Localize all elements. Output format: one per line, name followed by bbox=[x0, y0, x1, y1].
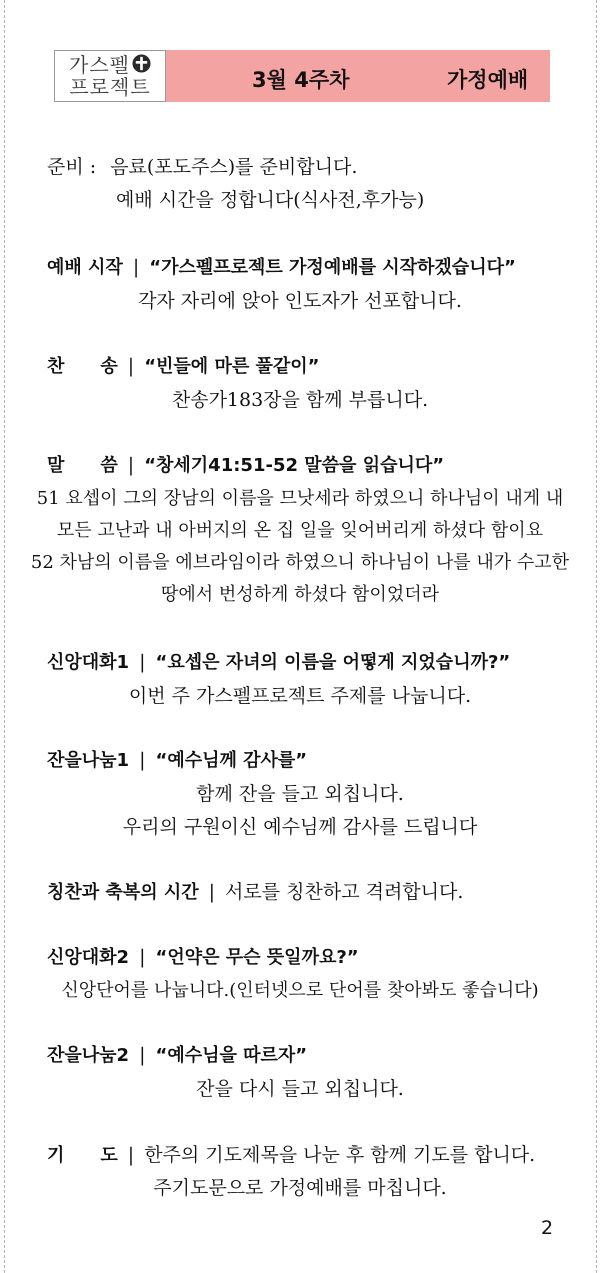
cup1-desc1: 함께 잔을 들고 외칩니다. bbox=[196, 783, 404, 805]
logo bbox=[54, 50, 166, 102]
title-banner bbox=[166, 50, 550, 102]
cup1-heading bbox=[47, 746, 307, 772]
page-number: 2 bbox=[541, 1217, 554, 1239]
cup2-heading bbox=[47, 1041, 307, 1067]
prayer-heading bbox=[47, 1140, 535, 1167]
prayer-label: 기 도 bbox=[47, 1145, 118, 1166]
worship-type: 가정예배 bbox=[447, 68, 529, 92]
word-label: 말 씀 bbox=[47, 455, 118, 476]
divider: | bbox=[139, 1044, 146, 1066]
prep-text1: 음료(포도주스)를 준비합니다. bbox=[110, 156, 358, 178]
cup1-label: 잔을나눔1 bbox=[47, 750, 130, 771]
divider: | bbox=[139, 749, 146, 771]
header bbox=[54, 50, 550, 102]
verse-line3: 52 차남의 이름을 에브라임이라 하였으니 하나님이 나를 내가 수고한 bbox=[30, 552, 570, 573]
hymn-heading bbox=[47, 352, 319, 378]
start-desc: 각자 자리에 앉아 인도자가 선포합니다. bbox=[138, 290, 462, 312]
verse-line2: 모든 고난과 내 아버지의 온 집 일을 잊어버리게 하셨다 함이요 bbox=[56, 520, 544, 541]
talk1-desc: 이번 주 가스펠프로젝트 주제를 나눕니다. bbox=[128, 685, 472, 707]
cup1-desc2: 우리의 구원이신 예수님께 감사를 드립니다 bbox=[122, 816, 478, 838]
talk2-quote: “언약은 무슨 뜻일까요?” bbox=[155, 947, 359, 968]
verse-line4: 땅에서 번성하게 하셨다 함이었더라 bbox=[161, 584, 439, 605]
start-heading bbox=[47, 253, 516, 279]
divider: | bbox=[139, 651, 146, 673]
talk2-heading bbox=[47, 943, 359, 969]
start-label: 예배 시작 bbox=[47, 257, 123, 278]
praise-heading bbox=[47, 877, 463, 904]
hymn-desc: 찬송가183장을 함께 부릅니다. bbox=[171, 389, 429, 411]
praise-label: 칭찬과 축복의 시간 bbox=[47, 882, 199, 903]
prep-label: 준비 : bbox=[47, 156, 97, 178]
prep-text2: 예배 시간을 정합니다(식사전,후가능) bbox=[116, 189, 425, 211]
start-quote: “가스펠프로젝트 가정예배를 시작하겠습니다” bbox=[149, 257, 516, 278]
word-quote: “창세기41:51-52 말씀을 읽습니다” bbox=[144, 455, 445, 476]
hymn-quote: “빈들에 마른 풀같이” bbox=[144, 356, 320, 377]
praise-text: 서로를 칭찬하고 격려합니다. bbox=[225, 881, 464, 903]
week-label: 3월 4주차 bbox=[252, 68, 350, 92]
logo-line1: 가스펠 bbox=[69, 53, 130, 77]
prayer-desc: 주기도문으로 가정예배를 마칩니다. bbox=[153, 1177, 447, 1199]
prayer-text: 한주의 기도제목을 나눈 후 함께 기도를 합니다. bbox=[144, 1144, 536, 1166]
divider: | bbox=[139, 946, 146, 968]
cup2-desc: 잔을 다시 들고 외칩니다. bbox=[196, 1078, 404, 1100]
talk2-desc: 신앙단어를 나눕니다.(인터넷으로 단어를 찾아봐도 좋습니다) bbox=[61, 980, 539, 1001]
cup2-label: 잔을나눔2 bbox=[47, 1045, 130, 1066]
prep-line1 bbox=[47, 152, 357, 179]
talk1-label: 신앙대화1 bbox=[47, 652, 130, 673]
hymn-label: 찬 송 bbox=[47, 356, 118, 377]
word-heading bbox=[47, 451, 444, 477]
cup1-quote: “예수님께 감사를” bbox=[155, 750, 308, 771]
divider: | bbox=[132, 256, 140, 278]
cup2-quote: “예수님을 따르자” bbox=[155, 1045, 308, 1066]
verse-line1: 51 요셉이 그의 장남의 이름을 므낫세라 하였으니 하나님이 내게 내 bbox=[36, 488, 564, 509]
talk1-heading bbox=[47, 648, 510, 674]
divider: | bbox=[127, 454, 135, 476]
talk2-label: 신앙대화2 bbox=[47, 947, 130, 968]
cross-icon bbox=[132, 54, 151, 77]
divider: | bbox=[127, 1144, 135, 1166]
logo-line2: 프로젝트 bbox=[69, 75, 151, 99]
divider: | bbox=[127, 355, 135, 377]
talk1-quote: “요셉은 자녀의 이름을 어떻게 지었습니까?” bbox=[155, 652, 511, 673]
divider: | bbox=[208, 881, 216, 903]
